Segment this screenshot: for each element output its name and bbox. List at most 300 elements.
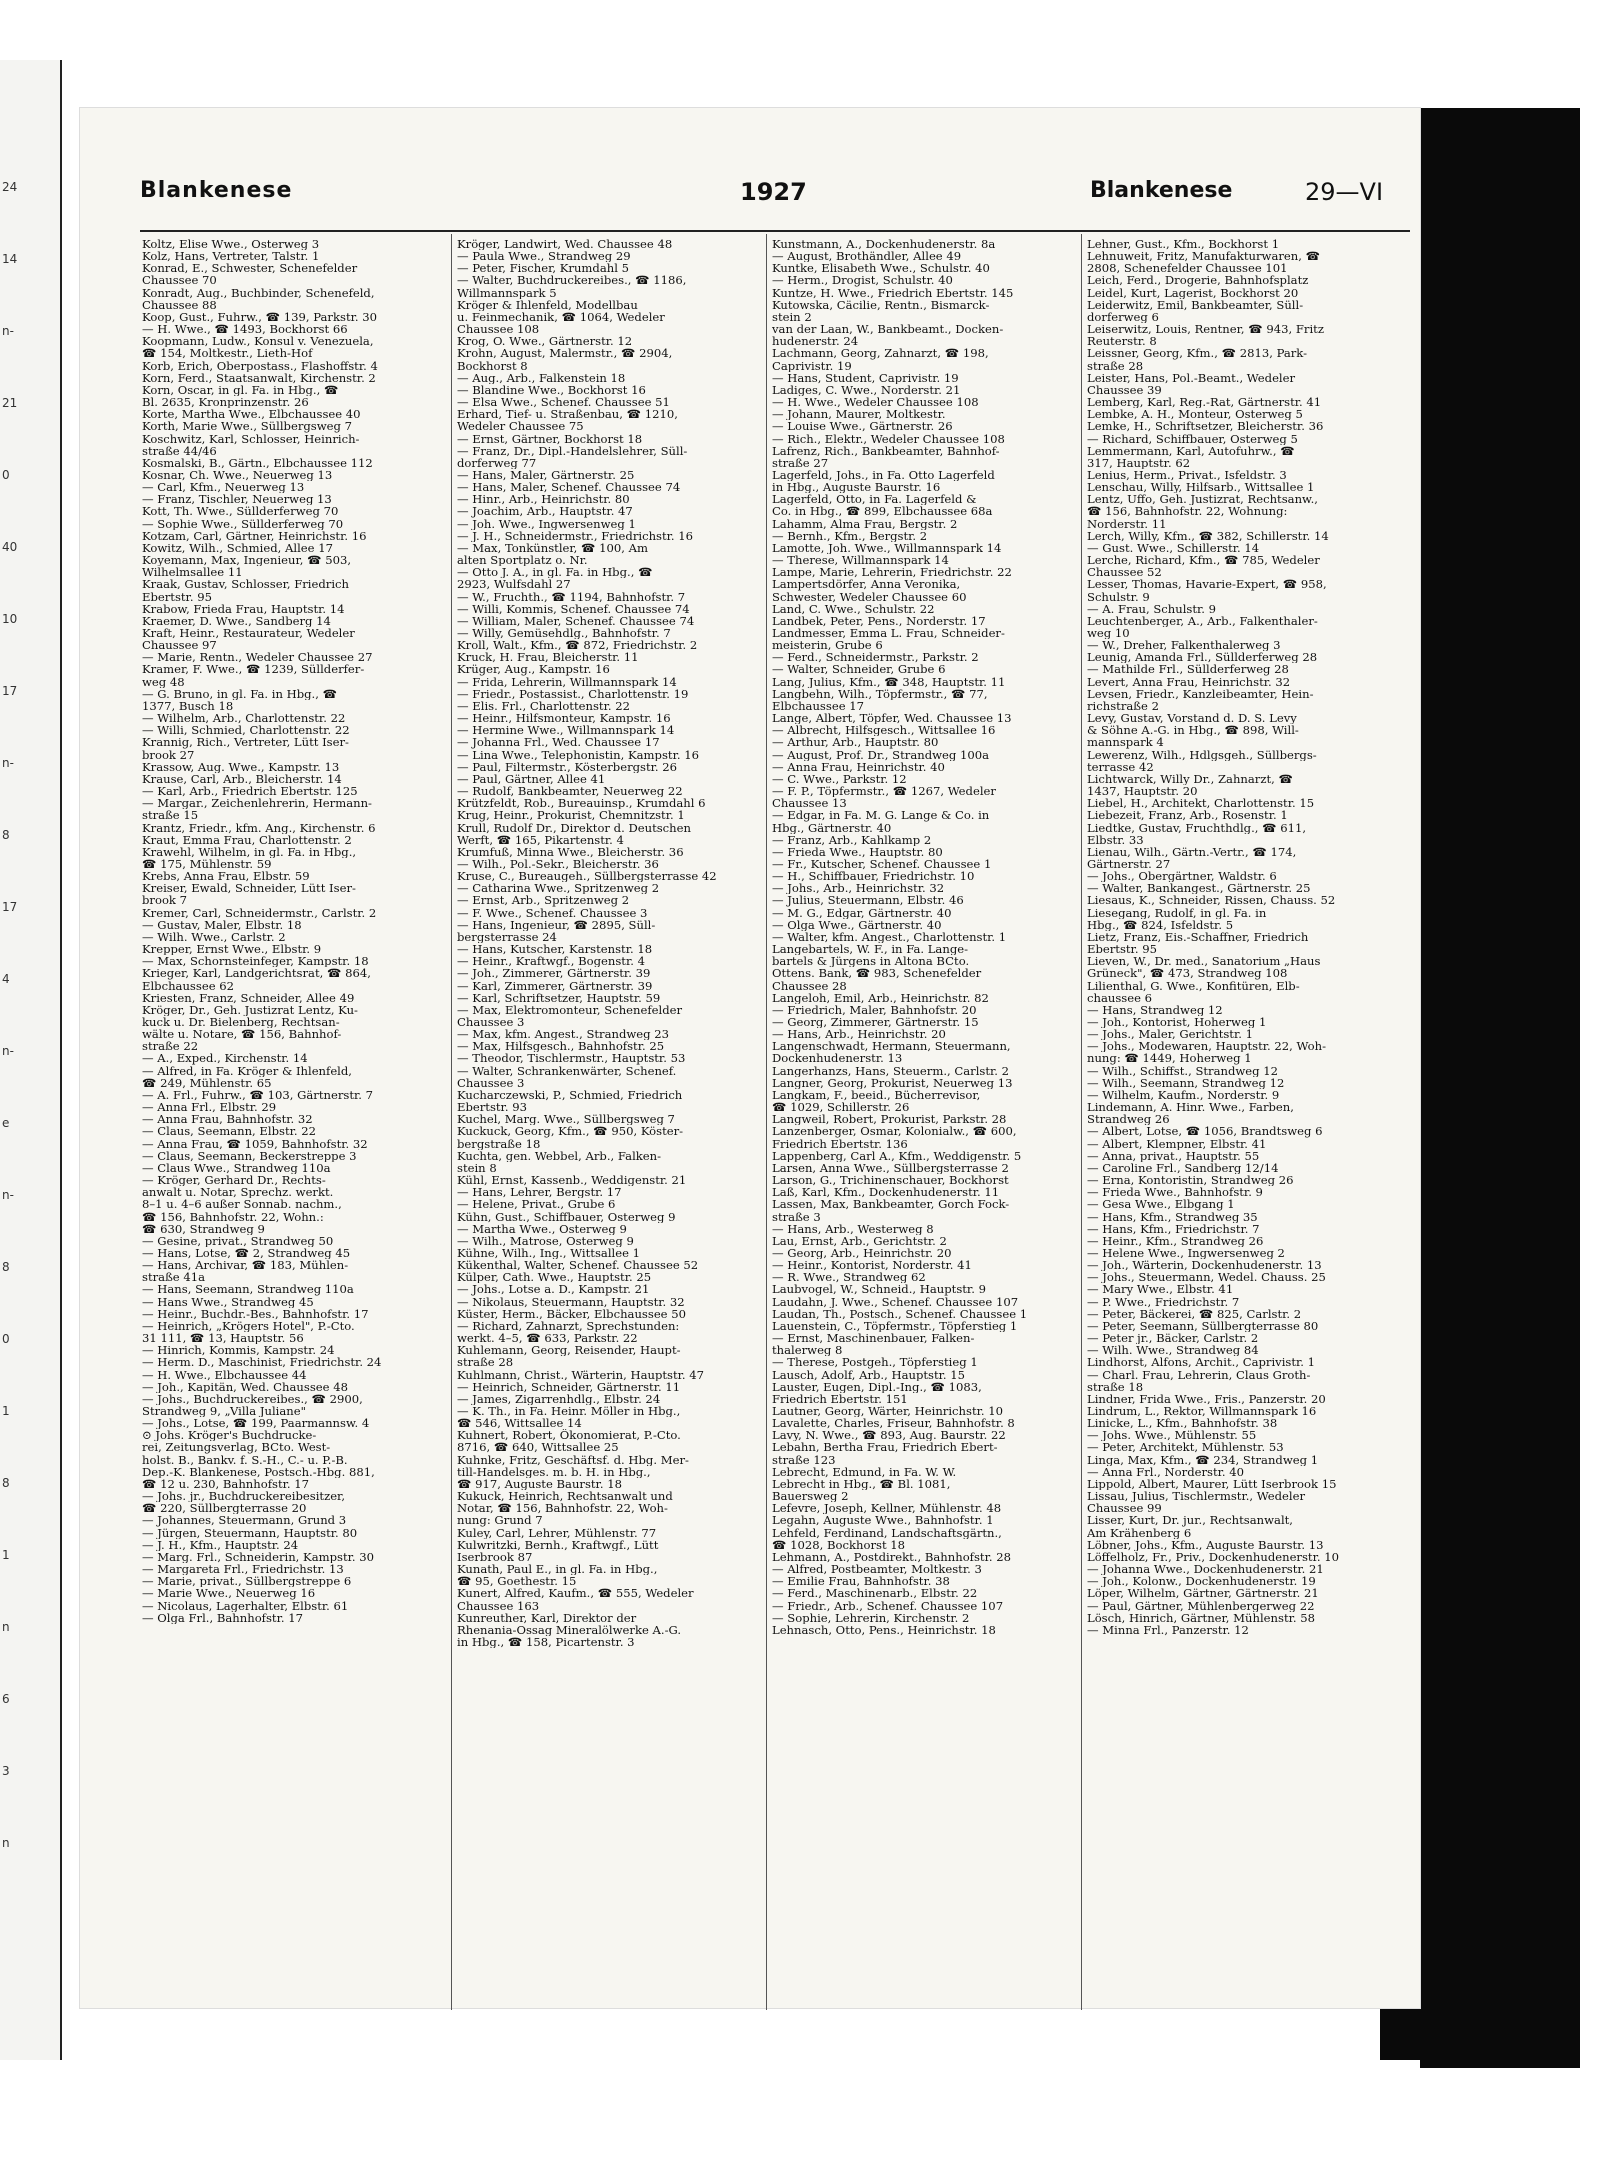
directory-entry-line: — Heinr., Kraftwgf., Bogenstr. 4	[457, 955, 645, 968]
directory-entry-line: Kunstmann, A., Dockenhudenerstr. 8a	[772, 238, 996, 251]
directory-entry-line: Lietz, Franz, Eis.-Schaffner, Friedrich	[1087, 930, 1309, 944]
directory-entry-line: Kunreuther, Karl, Direktor der	[457, 1611, 637, 1624]
directory-entry-line: — Mathilde Frl., Süllderferweg 28	[1087, 663, 1289, 676]
directory-entry-line: nung: ☎ 1449, Hoherweg 1	[1087, 1052, 1252, 1065]
directory-entry-line: ☎ 1028, Bockhorst 18	[772, 1538, 906, 1551]
directory-entry-line: — Wilh., Pol.-Sekr., Bleicherstr. 36	[457, 857, 659, 871]
directory-entry-line: Kraak, Gustav, Schlosser, Friedrich	[142, 578, 349, 591]
directory-entry-line: Kükenthal, Walter, Schenef. Chaussee 52	[457, 1259, 699, 1272]
directory-entry-line: — Walter, Bankangest., Gärtnerstr. 25	[1087, 882, 1311, 895]
directory-entry-line: — Arthur, Arb., Hauptstr. 80	[772, 736, 939, 749]
directory-entry-line: Lentz, Uffo, Geh. Justizrat, Rechtsanw.,	[1087, 493, 1318, 506]
adjacent-page-fragment: 10	[2, 612, 18, 626]
directory-entry-line: — Willy, Gemüsehdlg., Bahnhofstr. 7	[457, 627, 671, 640]
directory-entry-line: — Ernst, Gärtner, Bockhorst 18	[457, 432, 643, 445]
directory-entry-line: — Julius, Steuermann, Elbstr. 46	[772, 894, 964, 907]
directory-entry-line: — Martha Wwe., Osterweg 9	[457, 1222, 627, 1235]
directory-entry-line: Lehfeld, Ferdinand, Landschaftsgärtn.,	[772, 1526, 1002, 1539]
adjacent-page-fragment: n	[2, 1620, 10, 1634]
directory-entry-line: — Johs., Arb., Heinrichstr. 32	[772, 882, 945, 895]
directory-entry-line: rei, Zeitungsverlag, BCto. West-	[142, 1441, 331, 1454]
directory-entry-line: Chaussee 3	[457, 1076, 525, 1089]
directory-entry-line: — A., Exped., Kirchenstr. 14	[142, 1052, 308, 1065]
directory-entry-line: holst. B., Bankv. f. S.-H., C.- u. P.-B.	[142, 1453, 348, 1466]
directory-entry-line: Liedtke, Gustav, Fruchthdlg., ☎ 611,	[1087, 821, 1307, 834]
adjacent-page-fragment: 17	[2, 684, 18, 698]
directory-entry-line: — Johs., Obergärtner, Waldstr. 6	[1087, 870, 1277, 883]
directory-entry-line: Lampertsdörfer, Anna Veronika,	[772, 578, 961, 591]
header-year: 1927	[740, 178, 807, 206]
directory-entry-line: — Joh. Wwe., Ingwersenweg 1	[457, 517, 636, 530]
directory-entry-line: ☎ 154, Moltkestr., Lieth-Hof	[142, 347, 313, 360]
directory-entry-line: — Anna Frl., Elbstr. 29	[142, 1101, 277, 1114]
directory-entry-line: Chaussee 3	[457, 1016, 525, 1029]
directory-entry-line: — F. Wwe., Schenef. Chaussee 3	[457, 906, 648, 919]
directory-entry-line: — Minna Frl., Panzerstr. 12	[1087, 1623, 1249, 1636]
adjacent-page-fragment: 1	[2, 1548, 10, 1562]
directory-entry-line: anwalt u. Notar, Sprechz. werkt.	[142, 1186, 334, 1199]
directory-entry-line: — Albert, Lotse, ☎ 1056, Brandtsweg 6	[1087, 1125, 1323, 1138]
directory-entry-line: straße 18	[1087, 1380, 1144, 1393]
directory-entry-line: — Karl, Arb., Friedrich Ebertstr. 125	[142, 785, 358, 798]
directory-entry-line: 2808, Schenefelder Chaussee 101	[1087, 262, 1288, 275]
directory-entry-line: Lanzenberger, Osmar, Kolonialw., ☎ 600,	[772, 1125, 1017, 1138]
directory-entry-line: — Johanna Wwe., Dockenhudenerstr. 21	[1087, 1563, 1324, 1576]
adjacent-page-fragment: n-	[2, 756, 14, 770]
directory-entry-line: — Nikolaus, Steuermann, Hauptstr. 32	[457, 1295, 685, 1308]
directory-entry-line: — K. Th., in Fa. Heinr. Möller in Hbg.,	[457, 1405, 681, 1418]
directory-entry-line: Langebartels, W. F., in Fa. Lange-	[772, 943, 969, 956]
directory-entry-line: Kraft, Heinr., Restaurateur, Wedeler	[142, 627, 355, 640]
directory-entry-line: ☎ 12 u. 230, Bahnhofstr. 17	[142, 1477, 310, 1491]
directory-entry-line: Chaussee 13	[772, 797, 847, 810]
directory-entry-line: — Herm. D., Maschinist, Friedrichstr. 24	[142, 1356, 382, 1369]
directory-entry-line: — Anna Frau, Bahnhofstr. 32	[142, 1113, 313, 1126]
directory-entry-line: Chaussee 108	[457, 323, 540, 336]
directory-entry-line: Liesegang, Rudolf, in gl. Fa. in	[1087, 906, 1267, 919]
directory-entry-line: — Wilh., Matrose, Osterweg 9	[457, 1234, 634, 1247]
directory-entry-line: Bauersweg 2	[772, 1490, 849, 1503]
directory-entry-line: — Hinrich, Kommis, Kampstr. 24	[142, 1344, 335, 1357]
directory-entry-line: — Wilh., Schiffst., Strandweg 12	[1087, 1064, 1279, 1077]
directory-entry-line: — Hans Wwe., Strandweg 45	[142, 1295, 314, 1308]
directory-entry-line: — Albert, Klempner, Elbstr. 41	[1087, 1137, 1267, 1150]
column-1	[142, 238, 447, 1624]
directory-entry-line: Lippold, Albert, Maurer, Lütt Iserbrook 15	[1087, 1477, 1337, 1491]
directory-entry-line: — Karl, Schriftsetzer, Hauptstr. 59	[457, 991, 661, 1004]
directory-entry-line: Kriesten, Franz, Schneider, Allee 49	[142, 991, 355, 1004]
column-divider	[766, 234, 767, 2010]
directory-entry-line: Kreiser, Ewald, Schneider, Lütt Iser-	[142, 882, 356, 895]
directory-entry-line: Kunath, Paul E., in gl. Fa. in Hbg.,	[457, 1563, 658, 1576]
directory-entry-line: — Carl, Kfm., Neuerweg 13	[142, 481, 305, 494]
directory-entry-line: Kroll, Walt., Kfm., ☎ 872, Friedrichstr. 2	[457, 639, 698, 652]
directory-entry-line: Lemke, H., Schriftsetzer, Bleicherstr. 36	[1087, 420, 1324, 433]
directory-entry-line: Krug, Heinr., Prokurist, Chemnitzstr. 1	[457, 809, 685, 822]
directory-entry-line: — Max, kfm. Angest., Strandweg 23	[457, 1028, 670, 1041]
directory-entry-line: Elbchaussee 17	[772, 699, 864, 713]
directory-entry-line: Hbg., ☎ 824, Isfeldstr. 5	[1087, 918, 1234, 931]
directory-entry-line: Willmannspark 5	[457, 286, 557, 299]
directory-entry-line: 8716, ☎ 640, Wittsallee 25	[457, 1441, 619, 1454]
directory-entry-line: — Heinr., Kfm., Strandweg 26	[1087, 1234, 1264, 1247]
directory-entry-line: — Anna Frl., Norderstr. 40	[1087, 1465, 1245, 1478]
directory-entry-line: — Walter, Buchdruckereibes., ☎ 1186,	[457, 274, 687, 287]
directory-entry-line: — Karl, Zimmerer, Gärtnerstr. 39	[457, 979, 653, 992]
directory-entry-line: — Wilh., Seemann, Strandweg 12	[1087, 1076, 1285, 1089]
adjacent-page-fragment: 14	[2, 252, 18, 266]
directory-entry-line: Lindrum, L., Rektor, Willmannspark 16	[1087, 1405, 1317, 1418]
directory-entry-line: brook 27	[142, 748, 195, 761]
directory-entry-line: straße 28	[1087, 359, 1144, 372]
directory-entry-line: Lenius, Herm., Privat., Isfeldstr. 3	[1087, 468, 1287, 482]
directory-entry-line: Kraut, Emma Frau, Charlottenstr. 2	[142, 833, 352, 846]
directory-entry-line: — William, Maler, Schenef. Chaussee 74	[457, 614, 695, 627]
directory-entry-line: straße 22	[142, 1040, 199, 1053]
directory-entry-line: — Johs. jr., Buchdruckereibesitzer,	[142, 1490, 346, 1503]
directory-entry-line: — Max, Schornsteinfeger, Kampstr. 18	[142, 955, 369, 968]
adjacent-page-fragment: 8	[2, 1476, 10, 1490]
directory-entry-line: Krassow, Aug. Wwe., Kampstr. 13	[142, 760, 340, 773]
directory-entry-line: bergstraße 18	[457, 1137, 541, 1150]
directory-entry-line: — Otto J. A., in gl. Fa. in Hbg., ☎	[457, 566, 653, 579]
directory-entry-line: — Claus Wwe., Strandweg 110a	[142, 1161, 331, 1175]
directory-entry-line: Krannig, Rich., Vertreter, Lütt Iser-	[142, 736, 349, 749]
directory-entry-line: wälte u. Notare, ☎ 156, Bahnhof-	[142, 1028, 342, 1041]
adjacent-page-fragment: 0	[2, 468, 10, 482]
directory-entry-line: Korn, Ferd., Staatsanwalt, Kirchenstr. 2	[142, 371, 376, 384]
page-header	[140, 178, 1400, 218]
directory-entry-line: Grüneck", ☎ 473, Strandweg 108	[1087, 967, 1288, 980]
directory-entry-line: ☎ 175, Mühlenstr. 59	[142, 857, 272, 871]
directory-entry-line: — G. Bruno, in gl. Fa. in Hbg., ☎	[142, 687, 338, 700]
directory-entry-line: — Heinrich, „Krögers Hotel", P.-Cto.	[142, 1319, 355, 1333]
directory-entry-line: Leiserwitz, Louis, Rentner, ☎ 943, Fritz	[1087, 323, 1324, 336]
directory-entry-line: Krüger, Aug., Kampstr. 16	[457, 663, 610, 676]
directory-entry-line: Laudahn, J. Wwe., Schenef. Chaussee 107	[772, 1295, 1019, 1308]
directory-entry-line: Chaussee 163	[457, 1599, 540, 1612]
directory-entry-line: — Ferd., Maschinenarb., Elbstr. 22	[772, 1587, 978, 1600]
directory-entry-line: Lehnasch, Otto, Pens., Heinrichstr. 18	[772, 1623, 996, 1636]
directory-entry-line: — Johs., Lotse a. D., Kampstr. 21	[457, 1283, 650, 1296]
directory-entry-line: — Anna, privat., Hauptstr. 55	[1087, 1149, 1260, 1162]
directory-entry-line: — Johanna Frl., Wed. Chaussee 17	[457, 736, 660, 749]
directory-entry-line: straße 27	[772, 456, 829, 469]
directory-entry-line: Lausch, Adolf, Arb., Hauptstr. 15	[772, 1368, 966, 1381]
directory-entry-line: — Charl. Frau, Lehrerin, Claus Groth-	[1087, 1368, 1311, 1381]
directory-entry-line: — F. P., Töpfermstr., ☎ 1267, Wedeler	[772, 785, 996, 798]
directory-entry-line: — Georg, Arb., Heinrichstr. 20	[772, 1246, 952, 1260]
directory-entry-line: — Gesa Wwe., Elbgang 1	[1087, 1198, 1235, 1211]
directory-entry-line: bergsterrasse 24	[457, 930, 557, 944]
directory-entry-line: Löper, Wilhelm, Gärtner, Gärtnerstr. 21	[1087, 1587, 1319, 1600]
directory-entry-line: Chaussee 28	[772, 979, 847, 992]
adjacent-page-fragment: 40	[2, 540, 18, 554]
directory-entry-line: — Johs., Lotse, ☎ 199, Paarmannsw. 4	[142, 1417, 370, 1430]
directory-entry-line: — Hans, Seemann, Strandweg 110a	[142, 1283, 354, 1296]
directory-entry-line: Landbek, Peter, Pens., Norderstr. 17	[772, 614, 986, 627]
directory-entry-line: — Anna Frau, Heinrichstr. 40	[772, 760, 945, 773]
directory-entry-line: — Hans, Arb., Westerweg 8	[772, 1222, 934, 1235]
directory-entry-line: Kühne, Wilh., Ing., Wittsallee 1	[457, 1246, 641, 1260]
directory-entry-line: Krohn, August, Malermstr., ☎ 2904,	[457, 347, 673, 360]
directory-entry-line: Kuhlmann, Christ., Wärterin, Hauptstr. 47	[457, 1368, 705, 1381]
directory-entry-line: — Johannes, Steuermann, Grund 3	[142, 1514, 347, 1527]
directory-entry-line: Koopmann, Ludw., Konsul v. Venezuela,	[142, 335, 374, 348]
adjacent-page-fragment: 6	[2, 1692, 10, 1706]
directory-entry-line: Lebrecht in Hbg., ☎ Bl. 1081,	[772, 1477, 951, 1491]
directory-entry-line: Kutowska, Cäcilie, Rentn., Bismarck-	[772, 298, 990, 311]
directory-entry-line: — Heinr., Buchdr.-Bes., Bahnhofstr. 17	[142, 1307, 369, 1320]
directory-entry-line: — Alfred, in Fa. Kröger & Ihlenfeld,	[142, 1064, 352, 1077]
directory-entry-line: Korn, Oscar, in gl. Fa. in Hbg., ☎	[142, 383, 339, 397]
directory-entry-line: — Blandine Wwe., Bockhorst 16	[457, 383, 646, 397]
directory-entry-line: — Gust. Wwe., Schillerstr. 14	[1087, 541, 1260, 555]
directory-entry-line: Hbg., Gärtnerstr. 40	[772, 821, 892, 834]
directory-entry-line: — Jürgen, Steuermann, Hauptstr. 80	[142, 1526, 358, 1539]
directory-entry-line: — Hans, Ingenieur, ☎ 2895, Süll-	[457, 918, 656, 931]
adjacent-page-fragment: e	[2, 1116, 10, 1130]
directory-entry-line: Krabow, Frieda Frau, Hauptstr. 14	[142, 602, 345, 615]
directory-entry-line: Kühl, Ernst, Kassenb., Weddigenstr. 21	[457, 1174, 687, 1187]
header-left-title: Blankenese	[140, 178, 293, 203]
directory-entry-line: — Frieda Wwe., Bahnhofstr. 9	[1087, 1186, 1263, 1199]
directory-entry-line: Lerch, Willy, Kfm., ☎ 382, Schillerstr. 14	[1087, 529, 1329, 542]
directory-entry-line: — Marie Wwe., Neuerweg 16	[142, 1587, 316, 1600]
adjacent-page-fragment: 4	[2, 972, 10, 986]
directory-entry-line: Ebertstr. 95	[142, 590, 212, 603]
directory-entry-line: 317, Hauptstr. 62	[1087, 456, 1191, 469]
directory-entry-line: — Marie, Rentn., Wedeler Chaussee 27	[142, 651, 373, 664]
directory-entry-line: Laudan, Th., Postsch., Schenef. Chaussee 1	[772, 1307, 1028, 1320]
directory-entry-line: Lafrenz, Rich., Bankbeamter, Bahnhof-	[772, 444, 1000, 457]
directory-entry-line: — Walter, Schneider, Grube 6	[772, 663, 946, 676]
directory-entry-line: Kotzam, Carl, Gärtner, Heinrichstr. 16	[142, 529, 367, 542]
directory-entry-line: Dep.-K. Blankenese, Postsch.-Hbg. 881,	[142, 1465, 375, 1478]
directory-entry-line: — C. Wwe., Parkstr. 12	[772, 772, 907, 786]
directory-entry-line: — Paula Wwe., Strandweg 29	[457, 250, 631, 263]
directory-entry-line: — Kröger, Gerhard Dr., Rechts-	[142, 1174, 326, 1187]
directory-entry-line: Landmesser, Emma L. Frau, Schneider-	[772, 627, 1005, 640]
directory-entry-line: straße 123	[772, 1453, 836, 1466]
directory-entry-line: Friedrich Ebertstr. 136	[772, 1137, 908, 1150]
directory-entry-line: — Willi, Schmied, Charlottenstr. 22	[142, 724, 350, 737]
directory-entry-line: — Joh., Zimmerer, Gärtnerstr. 39	[457, 967, 651, 980]
directory-entry-line: Elbchaussee 62	[142, 979, 234, 992]
adjacent-page-fragment: 24	[2, 180, 18, 194]
directory-entry-line: Caprivistr. 19	[772, 359, 852, 372]
directory-entry-line: Kruck, H. Frau, Bleicherstr. 11	[457, 651, 639, 664]
directory-entry-line: Lefevre, Joseph, Kellner, Mühlenstr. 48	[772, 1502, 1002, 1515]
directory-entry-line: Langner, Georg, Prokurist, Neuerweg 13	[772, 1076, 1013, 1089]
directory-entry-line: — Friedr., Postassist., Charlottenstr. 19	[457, 687, 689, 700]
directory-entry-line: — J. H., Schneidermstr., Friedrichstr. 16	[457, 529, 694, 542]
directory-entry-line: alten Sportplatz o. Nr.	[457, 554, 588, 567]
directory-entry-line: straße 3	[772, 1210, 821, 1223]
directory-entry-line: Larsen, Anna Wwe., Süllbergsterrasse 2	[772, 1161, 1009, 1175]
directory-entry-line: Langenschwadt, Hermann, Steuermann,	[772, 1040, 1011, 1053]
directory-entry-line: — Paul, Filtermstr., Kösterbergstr. 26	[457, 760, 678, 773]
directory-entry-line: — Olga Frl., Bahnhofstr. 17	[142, 1611, 303, 1624]
directory-entry-line: straße 44/46	[142, 444, 217, 457]
directory-entry-line: — Marie, privat., Süllbergstreppe 6	[142, 1575, 352, 1588]
directory-entry-line: — Walter, kfm. Angest., Charlottenstr. 1	[772, 930, 1007, 944]
directory-entry-line: Lehnuweit, Fritz, Manufakturwaren, ☎	[1087, 250, 1321, 263]
directory-entry-line: — Wilhelm, Arb., Charlottenstr. 22	[142, 712, 346, 725]
directory-entry-line: straße 28	[457, 1356, 514, 1369]
directory-entry-line: — W., Dreher, Falkenthalerweg 3	[1087, 639, 1281, 652]
directory-entry-line: weg 10	[1087, 627, 1130, 640]
directory-entry-line: Korb, Erich, Oberpostass., Flashoffstr. 4	[142, 359, 378, 372]
directory-entry-line: Leissner, Georg, Kfm., ☎ 2813, Park-	[1087, 347, 1308, 360]
directory-entry-line: Lienau, Wilh., Gärtn.-Vertr., ☎ 174,	[1087, 845, 1297, 858]
directory-entry-line: — Hinr., Arb., Heinrichstr. 80	[457, 493, 630, 506]
directory-entry-line: Külper, Cath. Wwe., Hauptstr. 25	[457, 1271, 652, 1284]
directory-entry-line: — Hans, Student, Caprivistr. 19	[772, 371, 959, 384]
directory-entry-line: Lemberg, Karl, Reg.-Rat, Gärtnerstr. 41	[1087, 396, 1322, 409]
directory-entry-line: — Johann, Maurer, Moltkestr.	[772, 408, 946, 421]
directory-entry-line: — Sophie Wwe., Süllderferweg 70	[142, 517, 344, 530]
directory-entry-line: — Hans, Kutscher, Karstenstr. 18	[457, 943, 653, 956]
directory-entry-line: Wedeler Chaussee 75	[457, 420, 584, 433]
directory-entry-line: — Albrecht, Hilfsgesch., Wittsallee 16	[772, 724, 996, 737]
directory-entry-line: Lewerenz, Wilh., Hdlgsgeh., Süllbergs-	[1087, 748, 1317, 761]
directory-entry-line: Langbehn, Wilh., Töpfermstr., ☎ 77,	[772, 687, 988, 700]
directory-entry-line: Lindhorst, Alfons, Archit., Caprivistr. 1	[1087, 1356, 1316, 1369]
directory-entry-line: Kunert, Alfred, Kaufm., ☎ 555, Wedeler	[457, 1587, 694, 1600]
directory-entry-line: Leister, Hans, Pol.-Beamt., Wedeler	[1087, 371, 1296, 384]
directory-entry-line: Lahamm, Alma Frau, Bergstr. 2	[772, 517, 958, 530]
directory-entry-line: Leunig, Amanda Frl., Süllderferweg 28	[1087, 651, 1318, 664]
column-4	[1087, 238, 1392, 1636]
directory-entry-line: Kott, Th. Wwe., Süllderferweg 70	[142, 505, 339, 518]
directory-entry-line: Lachmann, Georg, Zahnarzt, ☎ 198,	[772, 347, 989, 360]
directory-entry-line: Ladiges, C. Wwe., Norderstr. 21	[772, 383, 961, 397]
directory-entry-line: in Hbg., Auguste Baurstr. 16	[772, 481, 941, 494]
directory-entry-line: Koop, Gust., Fuhrw., ☎ 139, Parkstr. 30	[142, 310, 378, 324]
directory-entry-line: Kulwritzki, Bernh., Kraftwgf., Lütt	[457, 1538, 659, 1551]
directory-entry-line: Schwester, Wedeler Chaussee 60	[772, 590, 967, 603]
directory-entry-line: Konradt, Aug., Buchbinder, Schenefeld,	[142, 286, 375, 299]
directory-entry-line: van der Laan, W., Bankbeamt., Docken-	[772, 323, 1004, 336]
directory-entry-line: Laubvogel, W., Schneid., Hauptstr. 9	[772, 1283, 986, 1296]
directory-entry-line: & Söhne A.-G. in Hbg., ☎ 898, Will-	[1087, 724, 1299, 737]
directory-entry-line: chaussee 6	[1087, 991, 1153, 1004]
directory-entry-line: — H., Schiffbauer, Friedrichstr. 10	[772, 870, 975, 883]
directory-entry-line: Lemmermann, Karl, Autofuhrw., ☎	[1087, 444, 1295, 457]
directory-entry-line: richstraße 2	[1087, 699, 1159, 713]
directory-entry-line: Kröger, Landwirt, Wed. Chaussee 48	[457, 238, 673, 251]
directory-entry-line: Lassen, Max, Bankbeamter, Gorch Fock-	[772, 1198, 1010, 1211]
directory-entry-line: hudenerstr. 24	[772, 335, 859, 348]
directory-entry-line: — Hans, Lotse, ☎ 2, Strandweg 45	[142, 1246, 351, 1260]
directory-entry-line: — Franz, Arb., Kahlkamp 2	[772, 833, 932, 846]
directory-entry-line: meisterin, Grube 6	[772, 639, 883, 652]
directory-entry-line: — W., Fruchth., ☎ 1194, Bahnhofstr. 7	[457, 590, 686, 603]
directory-entry-line: Leich, Ferd., Drogerie, Bahnhofsplatz	[1087, 274, 1309, 287]
directory-entry-line: Kuhnert, Robert, Ökonomierat, P.-Cto.	[457, 1429, 681, 1442]
directory-entry-line: — Therese, Willmannspark 14	[772, 554, 949, 567]
directory-entry-line: Ebertstr. 95	[1087, 943, 1157, 956]
directory-entry-line: Laß, Karl, Kfm., Dockenhudenerstr. 11	[772, 1186, 1000, 1199]
directory-entry-line: thalerweg 8	[772, 1344, 843, 1357]
directory-entry-line: Norderstr. 11	[1087, 517, 1167, 530]
directory-entry-line: — Max, Hilfsgesch., Bahnhofstr. 25	[457, 1040, 665, 1053]
directory-entry-line: Krawehl, Wilhelm, in gl. Fa. in Hbg.,	[142, 845, 357, 858]
directory-entry-line: Lebahn, Bertha Frau, Friedrich Ebert-	[772, 1441, 998, 1454]
directory-entry-line: — Friedr., Arb., Schenef. Chaussee 107	[772, 1599, 1004, 1612]
adjacent-page-fragment: n-	[2, 1188, 14, 1202]
directory-entry-line: Koltz, Elise Wwe., Osterweg 3	[142, 238, 320, 251]
directory-entry-line: — Peter, Bäckerei, ☎ 825, Carlstr. 2	[1087, 1307, 1302, 1320]
directory-entry-line: Krog, O. Wwe., Gärtnerstr. 12	[457, 335, 633, 348]
directory-entry-line: ☎ 546, Wittsallee 14	[457, 1417, 582, 1430]
directory-entry-line: Leuchtenberger, A., Arb., Falkenthaler-	[1087, 614, 1318, 627]
directory-entry-line: — Hans, Arb., Heinrichstr. 20	[772, 1028, 946, 1041]
directory-entry-line: Rhenania-Ossag Mineralölwerke A.-G.	[457, 1623, 682, 1636]
directory-entry-line: — Wilhelm, Kaufm., Norderstr. 9	[1087, 1088, 1280, 1102]
directory-entry-line: Kosmalski, B., Gärtn., Elbchaussee 112	[142, 456, 373, 469]
directory-entry-line: — P. Wwe., Friedrichstr. 7	[1087, 1295, 1240, 1308]
directory-entry-line: Ebertstr. 93	[457, 1101, 527, 1114]
directory-entry-line: 1437, Hauptstr. 20	[1087, 785, 1198, 798]
directory-entry-line: Kühn, Gust., Schiffbauer, Osterweg 9	[457, 1210, 676, 1223]
column-divider	[451, 234, 452, 2010]
directory-entry-line: — H. Wwe., ☎ 1493, Bockhorst 66	[142, 323, 348, 336]
directory-entry-line: — Gustav, Maler, Elbstr. 18	[142, 918, 302, 931]
directory-entry-line: — Herm., Drogist, Schulstr. 40	[772, 274, 953, 287]
directory-entry-line: Lesser, Thomas, Havarie-Expert, ☎ 958,	[1087, 578, 1327, 591]
directory-entry-line: — Aug., Arb., Falkenstein 18	[457, 371, 626, 384]
directory-entry-line: Lehmann, A., Postdirekt., Bahnhofstr. 28	[772, 1550, 1011, 1564]
directory-entry-line: ⊙ Johs. Kröger's Buchdrucke-	[142, 1429, 317, 1442]
directory-entry-line: — August, Prof. Dr., Strandweg 100a	[772, 748, 990, 761]
directory-entry-line: — Therese, Postgeh., Töpferstieg 1	[772, 1356, 978, 1369]
directory-entry-line: ☎ 249, Mühlenstr. 65	[142, 1076, 272, 1089]
directory-entry-line: Legahn, Auguste Wwe., Bahnhofstr. 1	[772, 1514, 994, 1527]
directory-entry-line: Lösch, Hinrich, Gärtner, Mühlenstr. 58	[1087, 1611, 1316, 1624]
directory-entry-line: — Anna Frau, ☎ 1059, Bahnhofstr. 32	[142, 1137, 368, 1150]
directory-entry-line: Gärtnerstr. 27	[1087, 857, 1171, 871]
directory-entry-line: — Heinr., Hilfsmonteur, Kampstr. 16	[457, 712, 671, 725]
directory-entry-line: Levy, Gustav, Vorstand d. D. S. Levy	[1087, 712, 1297, 725]
directory-entry-line: 31 111, ☎ 13, Hauptstr. 56	[142, 1332, 304, 1345]
directory-entry-line: — Heinrich, Schneider, Gärtnerstr. 11	[457, 1380, 681, 1393]
directory-entry-line: Kramer, F. Wwe., ☎ 1239, Süllderfer-	[142, 663, 365, 676]
directory-entry-line: Lagerfeld, Johs., in Fa. Otto Lagerfeld	[772, 468, 995, 482]
directory-entry-line: Kukuck, Heinrich, Rechtsanwalt und	[457, 1490, 673, 1503]
directory-entry-line: — Elsa Wwe., Schenef. Chaussee 51	[457, 396, 670, 409]
directory-entry-line: — Joh., Kapitän, Wed. Chaussee 48	[142, 1380, 348, 1393]
directory-entry-line: — Frieda Wwe., Hauptstr. 80	[772, 845, 943, 858]
directory-entry-line: ☎ 220, Süllbergterrasse 20	[142, 1502, 307, 1515]
directory-entry-line: Konrad, E., Schwester, Schenefelder	[142, 262, 358, 275]
directory-entry-line: stein 2	[772, 310, 812, 324]
directory-entry-line: Lavy, N. Wwe., ☎ 893, Aug. Baurstr. 22	[772, 1429, 1006, 1442]
directory-entry-line: Erhard, Tief- u. Straßenbau, ☎ 1210,	[457, 408, 678, 421]
adjacent-page-fragment: 3	[2, 1764, 10, 1778]
directory-entry-line: — Elis. Frl., Charlottenstr. 22	[457, 699, 630, 713]
column-3	[772, 238, 1077, 1636]
directory-entry-line: Notar, ☎ 156, Bahnhofstr. 22, Woh-	[457, 1502, 668, 1515]
directory-entry-line: Lau, Ernst, Arb., Gerichtstr. 2	[772, 1234, 947, 1247]
adjacent-page-fragment: n-	[2, 1044, 14, 1058]
directory-entry-line: — James, Zigarrenhdlg., Elbstr. 24	[457, 1392, 661, 1405]
directory-entry-line: — Rudolf, Bankbeamter, Neuerweg 22	[457, 785, 683, 798]
directory-entry-line: Bl. 2635, Kronprinzenstr. 26	[142, 396, 309, 409]
directory-entry-line: Lautner, Georg, Wärter, Heinrichstr. 10	[772, 1405, 1004, 1418]
directory-entry-line: Kuchta, gen. Webbel, Arb., Falken-	[457, 1149, 662, 1162]
